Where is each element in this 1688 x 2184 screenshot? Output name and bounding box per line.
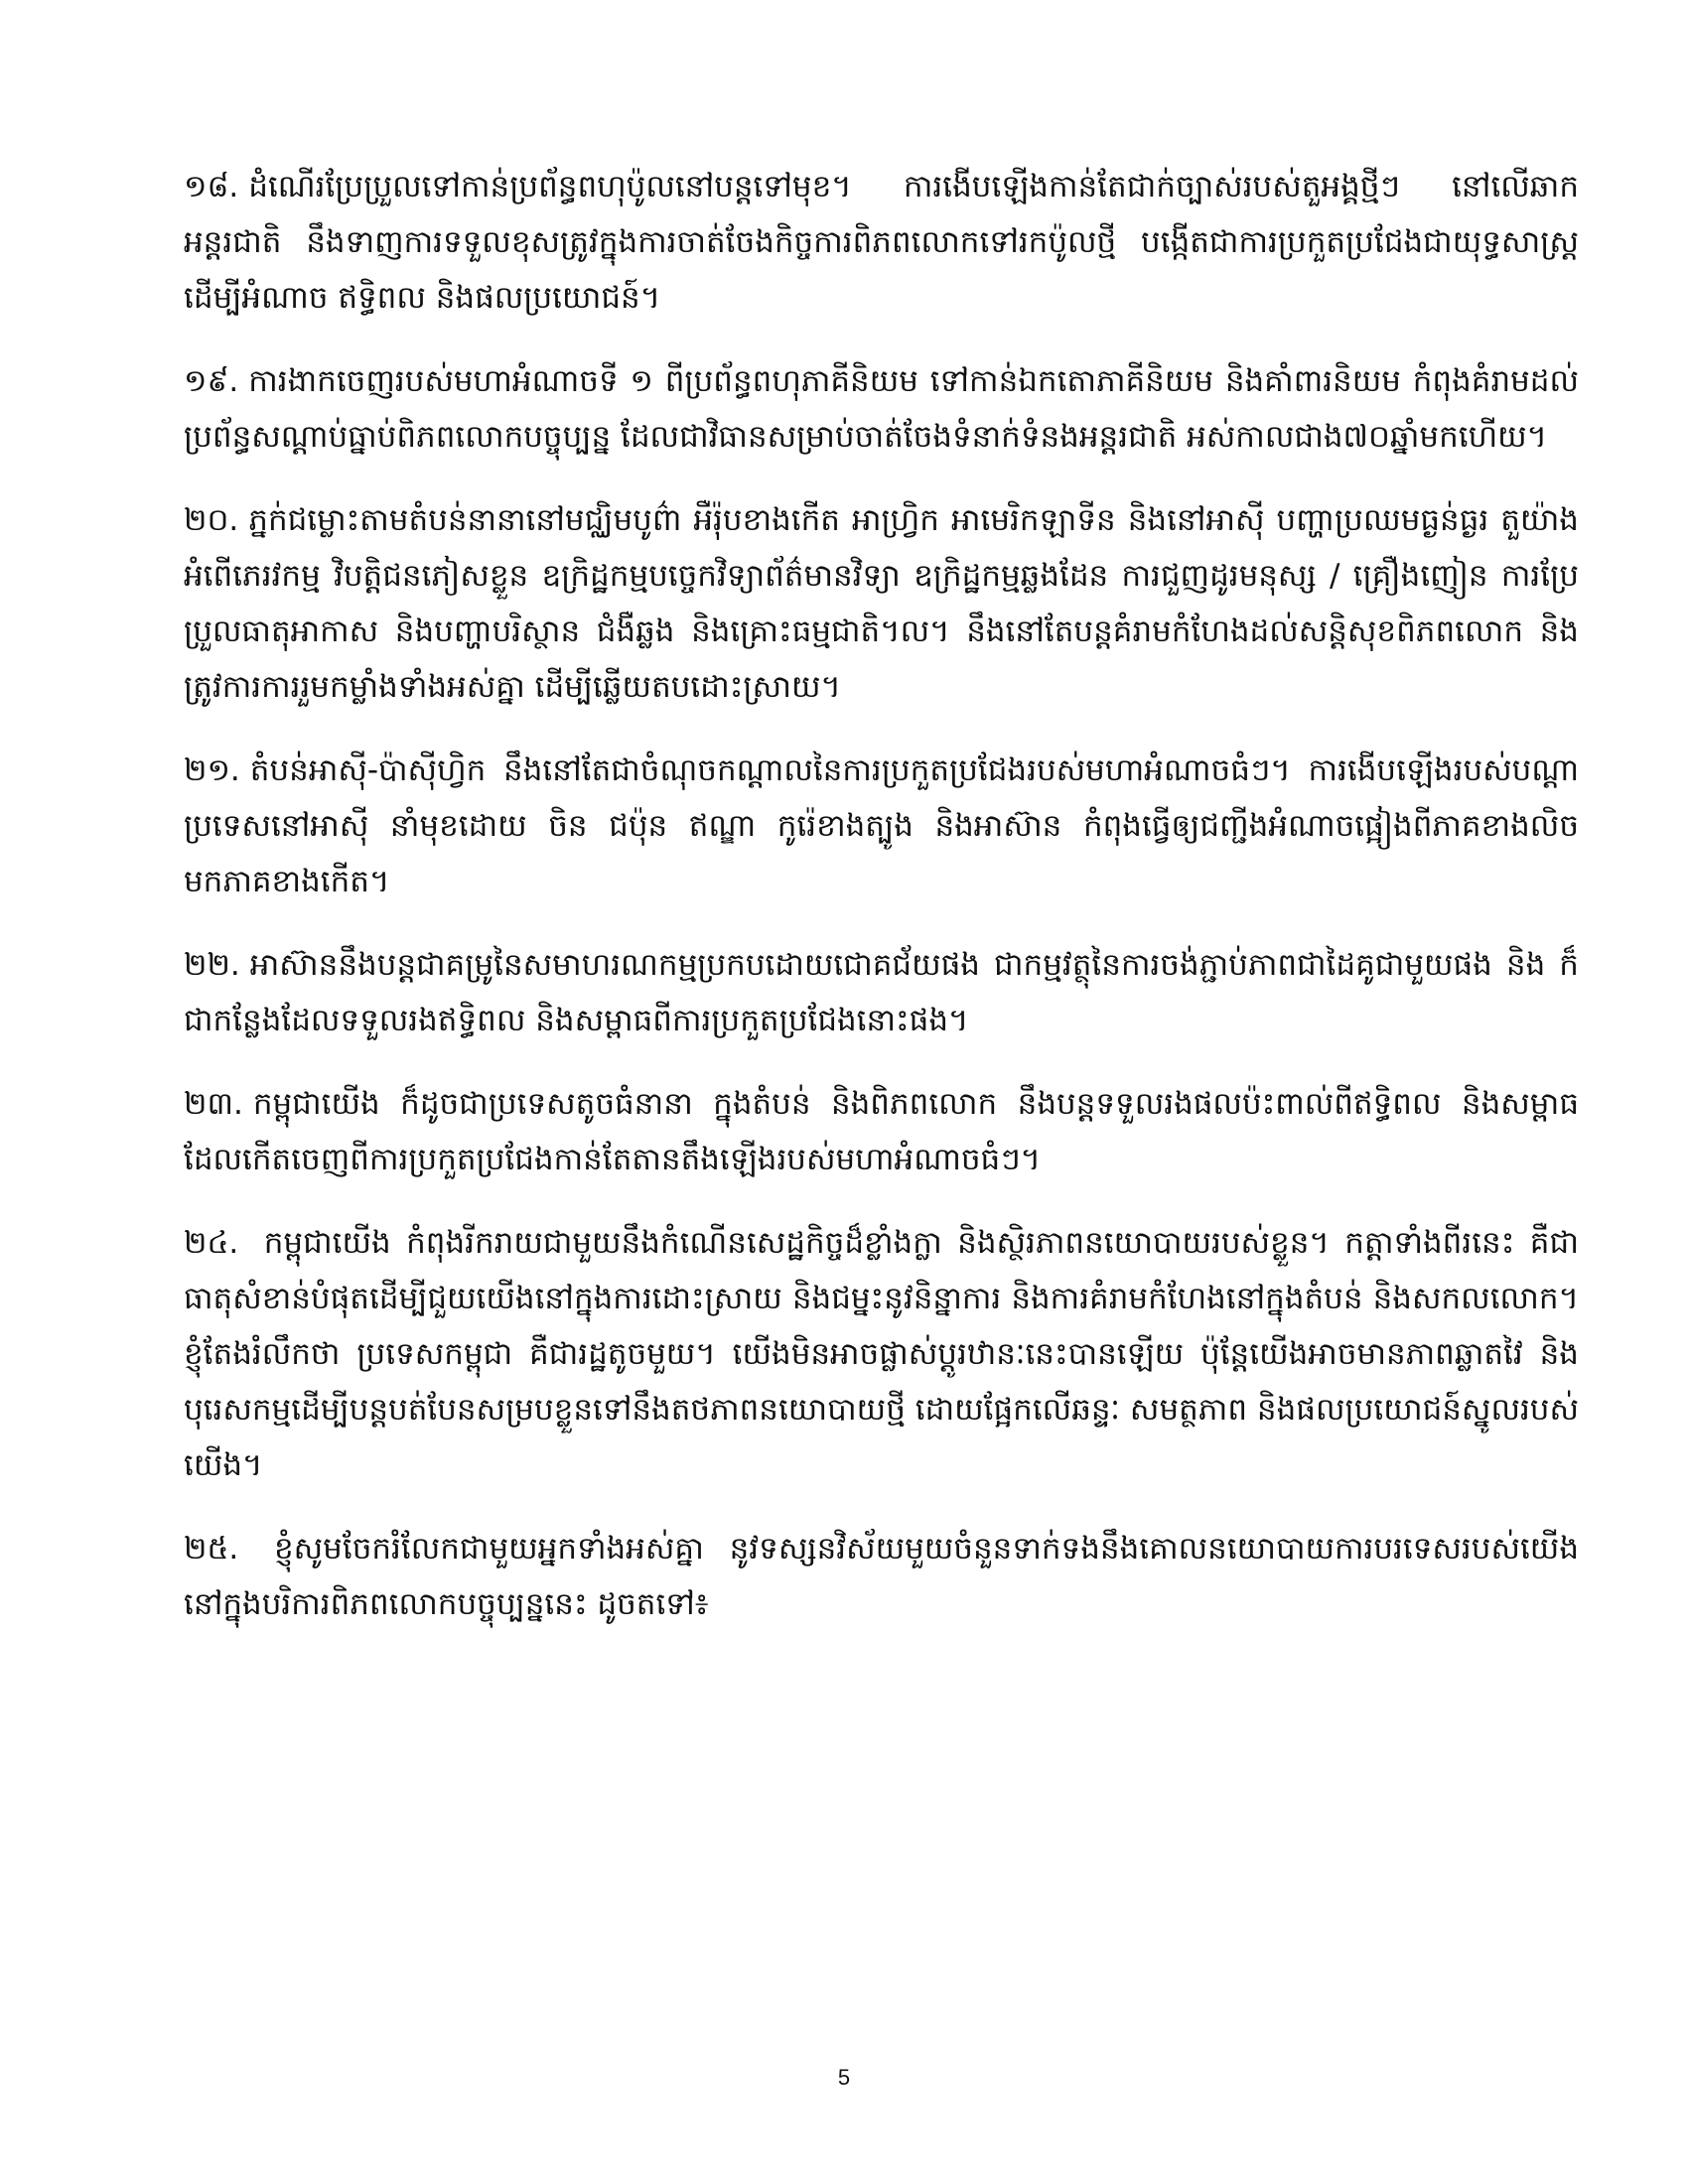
paragraph-number: ១៨. bbox=[184, 169, 239, 205]
paragraph-text: ភ្នក់ជម្លោះតាមតំបន់នានានៅមជ្ឈិមបូព៌ា អឺរ៉ុបខាងកើត អាហ្វ្រិក អាមេរិកឡាទីន និងនៅអាស៊ី បញ្ហាប្រឈមធ្ងន់ធ្ងរ តួយ៉ាង អំពើភេរវកម្ម វិបត្តិជនភៀសខ្លួន ឧក្រិដ្ឋកម្មបច្ចេកវិទ្យាព័ត៌មានវិទ្យា ឧក្រិដ្ឋកម្មឆ្លងដែន ការជួញដូរមនុស្ស / គ្រឿងញៀន ការប្រែប្រួលធាតុអាកាស និងបញ្ហាបរិស្ថាន ជំងឺឆ្លង និងគ្រោះធម្មជាតិ។ល។ នឹងនៅតែបន្តគំរាមកំហែងដល់សន្តិសុខពិភពលោក និងត្រូវការការរួមកម្លាំងទាំងអស់គ្នា ដើម្បីឆ្លើយតបដោះស្រាយ។ bbox=[184, 502, 1579, 705]
paragraph-18 bbox=[184, 159, 1579, 326]
paragraph-21 bbox=[184, 743, 1579, 909]
paragraph-number: ២០. bbox=[184, 502, 239, 538]
paragraph-number: ២៥. bbox=[184, 1531, 239, 1567]
paragraph-number: ២៤. bbox=[184, 1225, 239, 1261]
paragraph-text: កម្ពុជាយើង ក៏ដូចជាប្រទេសតូចធំនានា ក្នុងតំបន់ និងពិភពលោក នឹងបន្តទទួលរងផលប៉ះពាល់ពីឥទ្ធិពល និងសម្ពាធ ដែលកើតចេញពីការប្រកួតប្រជែងកាន់តែតានតឹងឡើងរបស់មហាអំណាចធំៗ។ bbox=[184, 1086, 1579, 1177]
document-body bbox=[184, 159, 1579, 1660]
paragraph-number: ២២. bbox=[184, 947, 240, 983]
paragraph-text: តំបន់អាស៊ី-ប៉ាស៊ីហ្វិក នឹងនៅតែជាចំណុចកណ្តាលនៃការប្រកួតប្រជែងរបស់មហាអំណាចធំៗ។ ការងើបឡើងរបស់បណ្តាប្រទេសនៅអាស៊ី នាំមុខដោយ ចិន ជប៉ុន ឥណ្ឌា កូរ៉េខាងត្បូង និងអាស៊ាន កំពុងធ្វើឲ្យជញ្ជីងអំណាចផ្អៀងពីភាគខាងលិច មកភាគខាងកើត។ bbox=[184, 752, 1579, 899]
paragraph-text: ការងាកចេញរបស់មហាអំណាចទី ១ ពីប្រព័ន្ធពហុភាគីនិយម ទៅកាន់ឯកតោភាគីនិយម និងគាំពារនិយម កំពុងគំរាមដល់ប្រព័ន្ធសណ្តាប់ធ្នាប់ពិភពលោកបច្ចុប្បន្ន ដែលជាវិធានសម្រាប់ចាត់ចែងទំនាក់ទំនងអន្តរជាតិ អស់កាលជាង៧០ឆ្នាំមកហើយ។ bbox=[184, 363, 1579, 455]
paragraph-text: កម្ពុជាយើង កំពុងរីករាយជាមួយនឹងកំណើនសេដ្ឋកិច្ចដ៏ខ្លាំងក្លា និងស្ថិរភាពនយោបាយរបស់ខ្លួន។ កត្តាទាំងពីរនេះ គឺជាធាតុសំខាន់បំផុតដើម្បីជួយយើងនៅក្នុងការដោះស្រាយ និងជម្នះនូវនិន្នាការ និងការគំរាមកំហែងនៅក្នុងតំបន់ និងសកលលោក។ ខ្ញុំតែងរំលឹកថា ប្រទេសកម្ពុជា គឺជារដ្ឋតូចមួយ។ យើងមិនអាចផ្លាស់ប្តូរឋានៈនេះបានឡើយ ប៉ុន្តែយើងអាចមានភាពឆ្លាតវៃ និងបុរេសកម្មដើម្បីបន្តបត់បែនសម្របខ្លួនទៅនឹងតថភាពនយោបាយថ្មី ដោយផ្អែកលើឆន្ទៈ សមត្ថភាព និងផលប្រយោជន៍ស្នូលរបស់យើង។ bbox=[184, 1225, 1579, 1483]
paragraph-24 bbox=[184, 1215, 1579, 1493]
page-number: 5 bbox=[837, 2065, 851, 2090]
paragraph-19 bbox=[184, 353, 1579, 465]
paragraph-number: ១៩. bbox=[184, 363, 239, 399]
paragraph-text: ដំណើរប្រែប្រួលទៅកាន់ប្រព័ន្ធពហុប៉ូលនៅបន្តទៅមុខ។ ការងើបឡើងកាន់តែជាក់ច្បាស់របស់តួអង្គថ្មីៗ នៅលើឆាកអន្តរជាតិ នឹងទាញការទទួលខុសត្រូវក្នុងការចាត់ចែងកិច្ចការពិភពលោកទៅរកប៉ូលថ្មី បង្កើតជាការប្រកួតប្រជែងជាយុទ្ធសាស្ត្រ ដើម្បីអំណាច ឥទ្ធិពល និងផលប្រយោជន៍។ bbox=[184, 169, 1579, 316]
paragraph-number: ២៣. bbox=[184, 1086, 243, 1122]
paragraph-number: ២១. bbox=[184, 752, 240, 788]
paragraph-text: ខ្ញុំសូមចែករំលែកជាមួយអ្នកទាំងអស់គ្នា នូវទស្សនវិស័យមួយចំនួនទាក់ទងនឹងគោលនយោបាយការបរទេសរបស់យើង នៅក្នុងបរិការពិភពលោកបច្ចុប្បន្ននេះ ដូចតទៅ៖ bbox=[184, 1531, 1579, 1622]
paragraph-20 bbox=[184, 492, 1579, 715]
paragraph-23 bbox=[184, 1076, 1579, 1187]
paragraph-25 bbox=[184, 1521, 1579, 1632]
paragraph-text: អាស៊ាននឹងបន្តជាគម្រូនៃសមាហរណកម្មប្រកបដោយជោគជ័យផង ជាកម្មវត្ថុនៃការចង់ភ្ជាប់ភាពជាដៃគូជាមួយផង និង ក៏ជាកន្លែងដែលទទួលរងឥទ្ធិពល និងសម្ពាធពីការប្រកួតប្រជែងនោះផង។ bbox=[184, 947, 1579, 1038]
paragraph-22 bbox=[184, 937, 1579, 1048]
